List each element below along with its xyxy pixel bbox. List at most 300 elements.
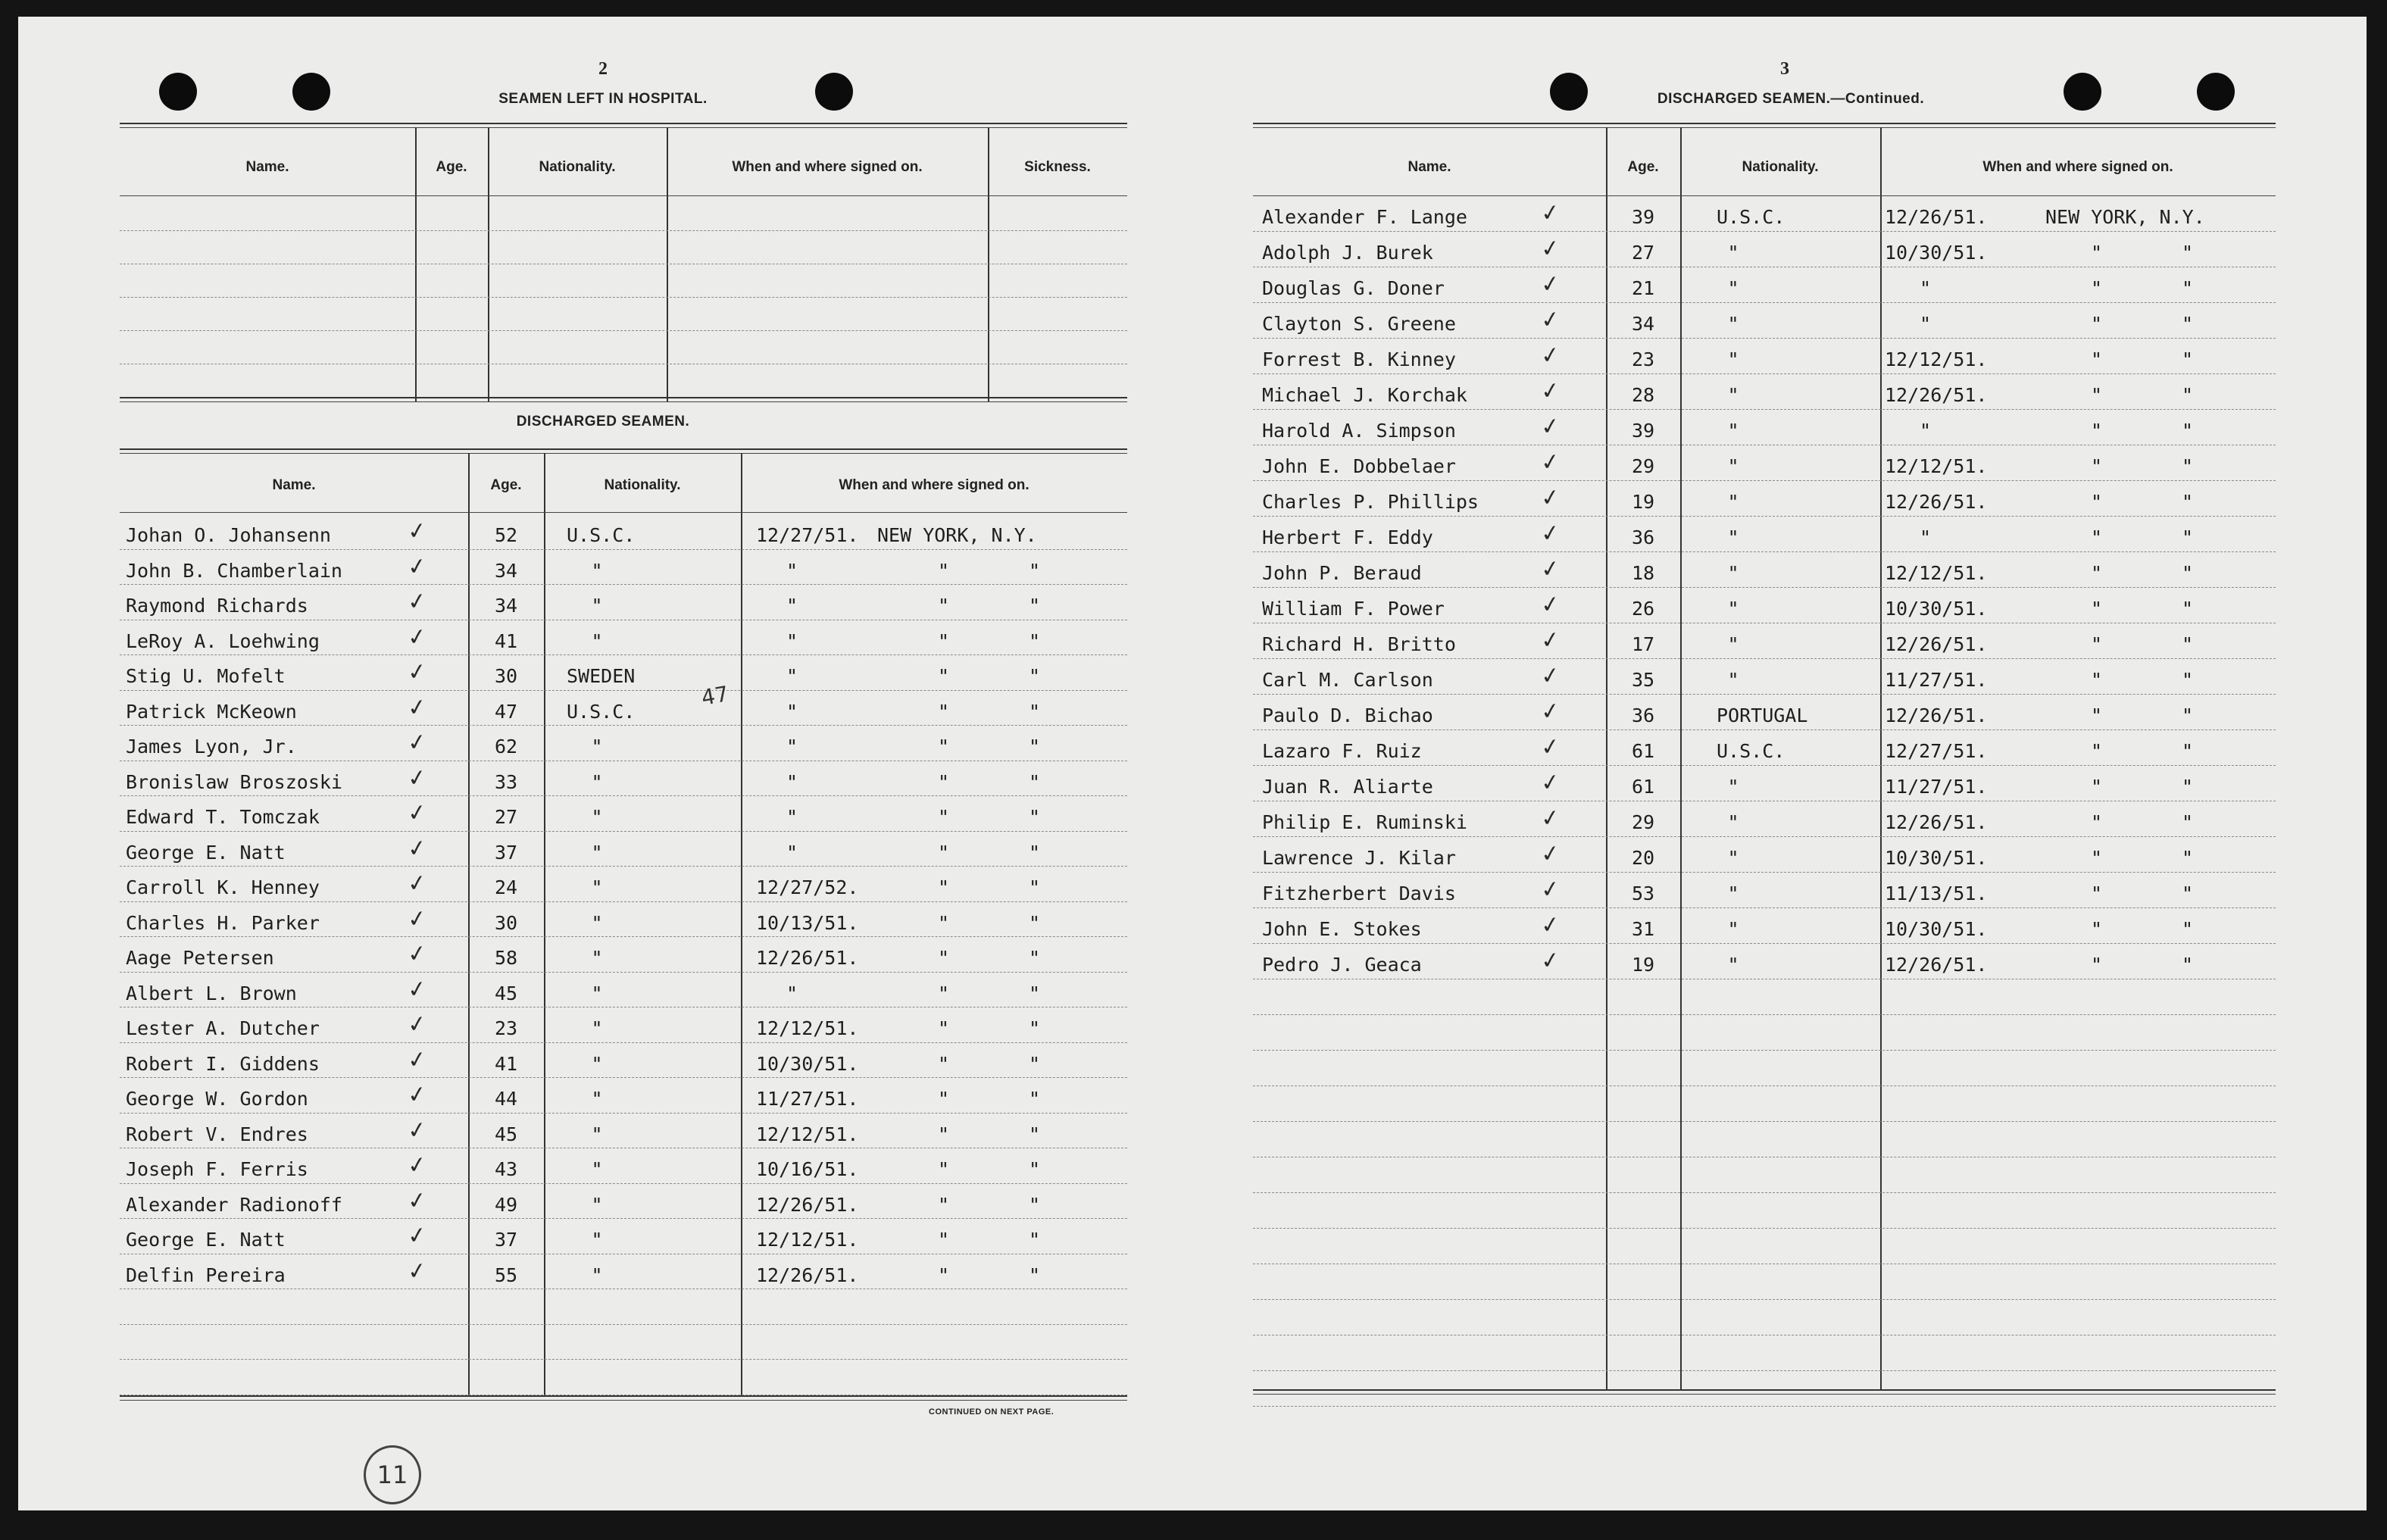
- seaman-age: 61: [1631, 740, 1655, 762]
- signed-on-date: ": [1920, 313, 1932, 335]
- signed-on-port: NEW YORK, N.Y.: [877, 524, 1037, 546]
- seaman-age: 20: [1631, 847, 1655, 869]
- seaman-name: Michael J. Korchak: [1262, 384, 1467, 406]
- discharged-table: [120, 448, 1127, 1410]
- signed-on-port: ": [2091, 384, 2103, 406]
- seaman-nationality: U.S.C.: [1717, 206, 1786, 228]
- signed-on-state: ": [2182, 633, 2194, 655]
- row-rule: [120, 795, 1127, 796]
- signed-on-state: ": [1029, 1017, 1041, 1039]
- seaman-name: Alexander Radionoff: [126, 1193, 342, 1216]
- signed-on-port: ": [938, 629, 950, 652]
- handwritten-47: 47: [699, 681, 731, 711]
- seaman-age: 31: [1631, 918, 1655, 940]
- signed-on-state: ": [2182, 776, 2194, 798]
- checkmark-icon: ✓: [1539, 626, 1562, 655]
- right-page: [1253, 17, 2298, 1510]
- checkmark-icon: ✓: [1539, 483, 1562, 513]
- seaman-name: Raymond Richards: [126, 595, 308, 617]
- signed-on-port: ": [2091, 277, 2103, 299]
- signed-on-port: ": [2091, 455, 2103, 477]
- checkmark-icon: ✓: [1539, 519, 1562, 548]
- row-rule: [120, 1113, 1127, 1114]
- signed-on-port: ": [2091, 348, 2103, 370]
- seaman-name: Johan O. Johansenn: [126, 524, 331, 546]
- checkmark-icon: ✓: [1539, 448, 1562, 477]
- signed-on-state: ": [2182, 455, 2194, 477]
- seaman-name: George E. Natt: [126, 841, 286, 864]
- row-rule: [120, 1359, 1127, 1360]
- seaman-nationality: PORTUGAL: [1717, 704, 1808, 726]
- seaman-nationality: ": [591, 1193, 603, 1216]
- row-rule: [1253, 231, 2276, 232]
- seaman-nationality: ": [1727, 526, 1739, 548]
- seaman-nationality: ": [591, 806, 603, 828]
- row-rule: [1253, 907, 2276, 908]
- seaman-name: Charles P. Phillips: [1262, 491, 1479, 513]
- seaman-age: 41: [494, 1052, 518, 1075]
- seaman-nationality: ": [1727, 420, 1739, 442]
- seaman-age: 45: [494, 982, 518, 1004]
- signed-on-date: 12/12/51.: [1885, 455, 1988, 477]
- seaman-nationality: ": [591, 876, 603, 898]
- row-rule: [120, 866, 1127, 867]
- col-header-signed-on: When and where signed on.: [732, 159, 923, 175]
- checkmark-icon: ✓: [405, 974, 429, 1004]
- seaman-name: George W. Gordon: [126, 1088, 308, 1110]
- seaman-name: Delfin Pereira: [126, 1264, 286, 1286]
- signed-on-state: ": [1029, 876, 1041, 898]
- seaman-age: 28: [1631, 384, 1655, 406]
- signed-on-port: ": [938, 1088, 950, 1110]
- seaman-age: 36: [1631, 704, 1655, 726]
- seaman-name: Paulo D. Bichao: [1262, 704, 1433, 726]
- hospital-table: [120, 123, 1127, 426]
- row-rule: [1253, 658, 2276, 659]
- seaman-name: LeRoy A. Loehwing: [126, 629, 320, 652]
- signed-on-date: 12/12/51.: [756, 1017, 859, 1039]
- signed-on-port: ": [2091, 776, 2103, 798]
- checkmark-icon: ✓: [405, 1221, 429, 1251]
- signed-on-date: 12/12/51.: [756, 1123, 859, 1145]
- checkmark-icon: ✓: [405, 1010, 429, 1039]
- signed-on-date: 12/12/51.: [756, 1229, 859, 1251]
- row-rule: [120, 725, 1127, 726]
- seaman-name: Philip E. Ruminski: [1262, 811, 1467, 833]
- checkmark-icon: ✓: [405, 1115, 429, 1145]
- seaman-age: 49: [494, 1193, 518, 1216]
- checkmark-icon: ✓: [405, 1151, 429, 1180]
- signed-on-date: 10/30/51.: [1885, 918, 1988, 940]
- seaman-age: 52: [494, 524, 518, 546]
- row-rule: [120, 972, 1127, 973]
- signed-on-port: ": [2091, 313, 2103, 335]
- seaman-nationality: ": [591, 736, 603, 758]
- signed-on-date: 12/26/51.: [756, 1193, 859, 1216]
- signed-on-date: ": [786, 665, 798, 687]
- signed-on-state: ": [1029, 911, 1041, 934]
- seaman-name: Bronislaw Broszoski: [126, 770, 342, 793]
- seaman-nationality: ": [1727, 242, 1739, 264]
- seaman-name: Alexander F. Lange: [1262, 206, 1467, 228]
- row-rule: [120, 549, 1127, 550]
- signed-on-date: ": [1920, 277, 1932, 299]
- col-header-name: Name.: [245, 159, 289, 175]
- signed-on-date: 11/27/51.: [756, 1088, 859, 1110]
- signed-on-date: ": [786, 595, 798, 617]
- seaman-age: 27: [494, 806, 518, 828]
- col-header-nationality: Nationality.: [604, 477, 681, 493]
- row-rule: [1253, 1014, 2276, 1015]
- seaman-age: 36: [1631, 526, 1655, 548]
- seaman-nationality: ": [591, 1017, 603, 1039]
- signed-on-port: ": [2091, 847, 2103, 869]
- seaman-age: 19: [1631, 954, 1655, 976]
- seaman-age: 23: [1631, 348, 1655, 370]
- signed-on-date: 12/27/51.: [1885, 740, 1988, 762]
- row-rule: [120, 654, 1127, 655]
- signed-on-date: 10/30/51.: [756, 1052, 859, 1075]
- row-rule: [1253, 943, 2276, 944]
- seaman-name: Charles H. Parker: [126, 911, 320, 934]
- checkmark-icon: ✓: [1539, 661, 1562, 691]
- seaman-nationality: ": [1727, 776, 1739, 798]
- col-header-name: Name.: [1408, 159, 1451, 175]
- page-stamp: 11: [364, 1445, 421, 1504]
- signed-on-state: ": [2182, 704, 2194, 726]
- signed-on-state: ": [1029, 982, 1041, 1004]
- seaman-nationality: ": [591, 1264, 603, 1286]
- checkmark-icon: ✓: [1539, 697, 1562, 726]
- seaman-name: William F. Power: [1262, 598, 1445, 620]
- row-rule: [1253, 1228, 2276, 1229]
- seaman-age: 34: [494, 595, 518, 617]
- seaman-age: 47: [494, 700, 518, 723]
- signed-on-port: ": [938, 665, 950, 687]
- row-rule: [1253, 1050, 2276, 1051]
- checkmark-icon: ✓: [1539, 804, 1562, 833]
- signed-on-port: ": [938, 911, 950, 934]
- row-rule: [1253, 409, 2276, 410]
- signed-on-state: ": [1029, 947, 1041, 969]
- signed-on-port: ": [938, 1123, 950, 1145]
- signed-on-port: ": [2091, 918, 2103, 940]
- signed-on-date: 12/26/51.: [1885, 633, 1988, 655]
- seaman-age: 55: [494, 1264, 518, 1286]
- row-rule: [1253, 1406, 2276, 1407]
- row-rule: [120, 1077, 1127, 1078]
- checkmark-icon: ✓: [1539, 875, 1562, 904]
- signed-on-state: ": [1029, 770, 1041, 793]
- row-rule: [1253, 1370, 2276, 1371]
- signed-on-date: 12/26/51.: [1885, 491, 1988, 513]
- signed-on-state: ": [1029, 841, 1041, 864]
- signed-on-state: ": [2182, 242, 2194, 264]
- signed-on-date: 12/26/51.: [1885, 384, 1988, 406]
- seaman-age: 41: [494, 629, 518, 652]
- row-rule: [120, 936, 1127, 937]
- seaman-age: 39: [1631, 206, 1655, 228]
- row-rule: [1253, 729, 2276, 730]
- col-header-age: Age.: [490, 477, 522, 493]
- signed-on-state: ": [1029, 700, 1041, 723]
- signed-on-state: ": [1029, 1264, 1041, 1286]
- signed-on-port: ": [2091, 633, 2103, 655]
- signed-on-port: ": [2091, 740, 2103, 762]
- seaman-name: Juan R. Aliarte: [1262, 776, 1433, 798]
- signed-on-state: ": [1029, 1123, 1041, 1145]
- seaman-nationality: U.S.C.: [567, 700, 636, 723]
- checkmark-icon: ✓: [1539, 839, 1562, 869]
- signed-on-date: 12/26/51.: [1885, 704, 1988, 726]
- seaman-nationality: ": [1727, 598, 1739, 620]
- signed-on-port: ": [938, 736, 950, 758]
- signed-on-port: ": [938, 1193, 950, 1216]
- signed-on-date: 10/30/51.: [1885, 242, 1988, 264]
- seaman-nationality: SWEDEN: [567, 665, 636, 687]
- signed-on-port: ": [2091, 882, 2103, 904]
- seaman-age: 18: [1631, 562, 1655, 584]
- seaman-name: Richard H. Britto: [1262, 633, 1456, 655]
- seaman-age: 37: [494, 1229, 518, 1251]
- signed-on-port: ": [938, 595, 950, 617]
- signed-on-state: ": [1029, 806, 1041, 828]
- signed-on-date: ": [786, 629, 798, 652]
- checkmark-icon: ✓: [405, 587, 429, 617]
- col-header-age: Age.: [1627, 159, 1659, 175]
- row-rule: [1253, 302, 2276, 303]
- seaman-name: Carroll K. Henney: [126, 876, 320, 898]
- checkmark-icon: ✓: [405, 1045, 429, 1075]
- checkmark-icon: ✓: [405, 1256, 429, 1286]
- row-rule: [1253, 765, 2276, 766]
- row-rule: [1253, 480, 2276, 481]
- signed-on-state: ": [1029, 559, 1041, 582]
- checkmark-icon: ✓: [1539, 412, 1562, 442]
- seaman-nationality: ": [591, 559, 603, 582]
- signed-on-port: ": [2091, 562, 2103, 584]
- checkmark-icon: ✓: [405, 1185, 429, 1216]
- seaman-nationality: ": [1727, 847, 1739, 869]
- signed-on-state: ": [2182, 598, 2194, 620]
- seaman-nationality: ": [1727, 455, 1739, 477]
- signed-on-port: ": [938, 1229, 950, 1251]
- seaman-age: 37: [494, 841, 518, 864]
- signed-on-date: 11/27/51.: [1885, 776, 1988, 798]
- seaman-age: 44: [494, 1088, 518, 1110]
- checkmark-icon: ✓: [1539, 198, 1562, 228]
- page-number: 3: [1780, 59, 1789, 79]
- seaman-age: 29: [1631, 455, 1655, 477]
- signed-on-date: 12/26/51.: [1885, 206, 1988, 228]
- signed-on-date: 11/13/51.: [1885, 882, 1988, 904]
- col-header-signed-on: When and where signed on.: [1982, 159, 2173, 175]
- signed-on-port: ": [2091, 954, 2103, 976]
- seaman-nationality: ": [1727, 348, 1739, 370]
- checkmark-icon: ✓: [405, 939, 429, 969]
- seaman-nationality: ": [591, 629, 603, 652]
- seaman-nationality: ": [1727, 954, 1739, 976]
- signed-on-date: 12/12/51.: [1885, 348, 1988, 370]
- row-rule: [120, 690, 1127, 691]
- signed-on-date: ": [786, 982, 798, 1004]
- seaman-nationality: ": [1727, 811, 1739, 833]
- signed-on-port: ": [2091, 491, 2103, 513]
- row-rule: [1253, 1085, 2276, 1086]
- seaman-name: Clayton S. Greene: [1262, 313, 1456, 335]
- signed-on-port: NEW YORK, N.Y.: [2045, 206, 2205, 228]
- seaman-name: Joseph F. Ferris: [126, 1158, 308, 1180]
- signed-on-state: ": [2182, 918, 2194, 940]
- continued-footer: CONTINUED ON NEXT PAGE.: [929, 1407, 1054, 1417]
- seaman-name: John B. Chamberlain: [126, 559, 342, 582]
- seaman-nationality: ": [591, 841, 603, 864]
- signed-on-date: 12/27/52.: [756, 876, 859, 898]
- seaman-nationality: ": [591, 1229, 603, 1251]
- seaman-age: 34: [494, 559, 518, 582]
- checkmark-icon: ✓: [1539, 733, 1562, 762]
- signed-on-state: ": [1029, 1193, 1041, 1216]
- signed-on-port: ": [938, 1017, 950, 1039]
- hospital-section-title: SEAMEN LEFT IN HOSPITAL.: [498, 91, 708, 107]
- signed-on-port: ": [2091, 704, 2103, 726]
- signed-on-state: ": [2182, 882, 2194, 904]
- signed-on-date: ": [786, 700, 798, 723]
- checkmark-icon: ✓: [1539, 234, 1562, 264]
- seaman-nationality: ": [1727, 313, 1739, 335]
- signed-on-state: ": [1029, 736, 1041, 758]
- seaman-name: Herbert F. Eddy: [1262, 526, 1433, 548]
- row-rule: [1253, 694, 2276, 695]
- checkmark-icon: ✓: [1539, 376, 1562, 406]
- seaman-name: Douglas G. Doner: [1262, 277, 1445, 299]
- seaman-age: 23: [494, 1017, 518, 1039]
- row-rule: [1253, 338, 2276, 339]
- seaman-nationality: ": [591, 1158, 603, 1180]
- signed-on-date: ": [1920, 526, 1932, 548]
- signed-on-port: ": [2091, 420, 2103, 442]
- seaman-age: 39: [1631, 420, 1655, 442]
- signed-on-state: ": [2182, 669, 2194, 691]
- signed-on-state: ": [2182, 526, 2194, 548]
- seaman-age: 29: [1631, 811, 1655, 833]
- signed-on-date: ": [786, 770, 798, 793]
- seaman-age: 45: [494, 1123, 518, 1145]
- row-rule: [1253, 516, 2276, 517]
- row-rule: [1253, 1299, 2276, 1300]
- signed-on-date: 12/26/51.: [756, 947, 859, 969]
- seaman-nationality: ": [591, 1088, 603, 1110]
- seaman-nationality: ": [1727, 384, 1739, 406]
- seaman-name: Forrest B. Kinney: [1262, 348, 1456, 370]
- row-rule: [1253, 587, 2276, 588]
- signed-on-state: ": [2182, 562, 2194, 584]
- seaman-nationality: ": [591, 947, 603, 969]
- checkmark-icon: ✓: [405, 622, 429, 652]
- row-rule: [120, 1183, 1127, 1184]
- signed-on-date: 10/30/51.: [1885, 598, 1988, 620]
- signed-on-state: ": [2182, 740, 2194, 762]
- seaman-age: 19: [1631, 491, 1655, 513]
- seaman-name: Lawrence J. Kilar: [1262, 847, 1456, 869]
- left-page: [103, 17, 1133, 1510]
- signed-on-date: 11/27/51.: [1885, 669, 1988, 691]
- signed-on-port: ": [2091, 811, 2103, 833]
- signed-on-port: ": [938, 982, 950, 1004]
- seaman-name: Aage Petersen: [126, 947, 274, 969]
- seaman-name: Lester A. Dutcher: [126, 1017, 320, 1039]
- signed-on-state: ": [2182, 384, 2194, 406]
- seaman-nationality: ": [591, 1052, 603, 1075]
- seaman-age: 58: [494, 947, 518, 969]
- signed-on-state: ": [2182, 277, 2194, 299]
- signed-on-port: ": [2091, 242, 2103, 264]
- signed-on-port: ": [2091, 669, 2103, 691]
- row-rule: [120, 584, 1127, 585]
- signed-on-date: ": [786, 736, 798, 758]
- signed-on-port: ": [938, 1158, 950, 1180]
- signed-on-date: 12/26/51.: [1885, 811, 1988, 833]
- signed-on-date: 12/26/51.: [1885, 954, 1988, 976]
- seaman-nationality: ": [1727, 882, 1739, 904]
- checkmark-icon: ✓: [405, 798, 429, 828]
- checkmark-icon: ✓: [405, 869, 429, 898]
- checkmark-icon: ✓: [1539, 270, 1562, 299]
- row-rule: [1253, 1121, 2276, 1122]
- seaman-name: James Lyon, Jr.: [126, 736, 297, 758]
- signed-on-date: 10/13/51.: [756, 911, 859, 934]
- signed-on-state: ": [2182, 313, 2194, 335]
- signed-on-state: ": [1029, 1088, 1041, 1110]
- seaman-age: 21: [1631, 277, 1655, 299]
- checkmark-icon: ✓: [405, 763, 429, 793]
- row-rule: [1253, 1192, 2276, 1193]
- signed-on-port: ": [938, 770, 950, 793]
- seaman-age: 53: [1631, 882, 1655, 904]
- seaman-age: 43: [494, 1158, 518, 1180]
- signed-on-date: 12/27/51.: [756, 524, 859, 546]
- signed-on-date: 10/16/51.: [756, 1158, 859, 1180]
- checkmark-icon: ✓: [1539, 590, 1562, 620]
- seaman-name: John E. Dobbelaer: [1262, 455, 1456, 477]
- col-header-age: Age.: [436, 159, 467, 175]
- seaman-age: 30: [494, 665, 518, 687]
- checkmark-icon: ✓: [1539, 554, 1562, 584]
- checkmark-icon: ✓: [405, 658, 429, 687]
- signed-on-date: 12/26/51.: [756, 1264, 859, 1286]
- seaman-nationality: ": [1727, 633, 1739, 655]
- row-rule: [1253, 551, 2276, 552]
- col-header-sickness: Sickness.: [1024, 159, 1091, 175]
- signed-on-port: ": [938, 1264, 950, 1286]
- checkmark-icon: ✓: [1539, 305, 1562, 335]
- checkmark-icon: ✓: [405, 728, 429, 758]
- seaman-name: Adolph J. Burek: [1262, 242, 1433, 264]
- seaman-name: John E. Stokes: [1262, 918, 1422, 940]
- seaman-name: Lazaro F. Ruiz: [1262, 740, 1422, 762]
- seaman-nationality: ": [591, 770, 603, 793]
- signed-on-state: ": [1029, 595, 1041, 617]
- checkmark-icon: ✓: [1539, 341, 1562, 370]
- seaman-age: 17: [1631, 633, 1655, 655]
- row-rule: [120, 1042, 1127, 1043]
- checkmark-icon: ✓: [405, 551, 429, 582]
- seaman-nationality: ": [591, 1123, 603, 1145]
- row-rule: [1253, 872, 2276, 873]
- seaman-nationality: ": [591, 982, 603, 1004]
- signed-on-date: ": [1920, 420, 1932, 442]
- seaman-name: Fitzherbert Davis: [1262, 882, 1456, 904]
